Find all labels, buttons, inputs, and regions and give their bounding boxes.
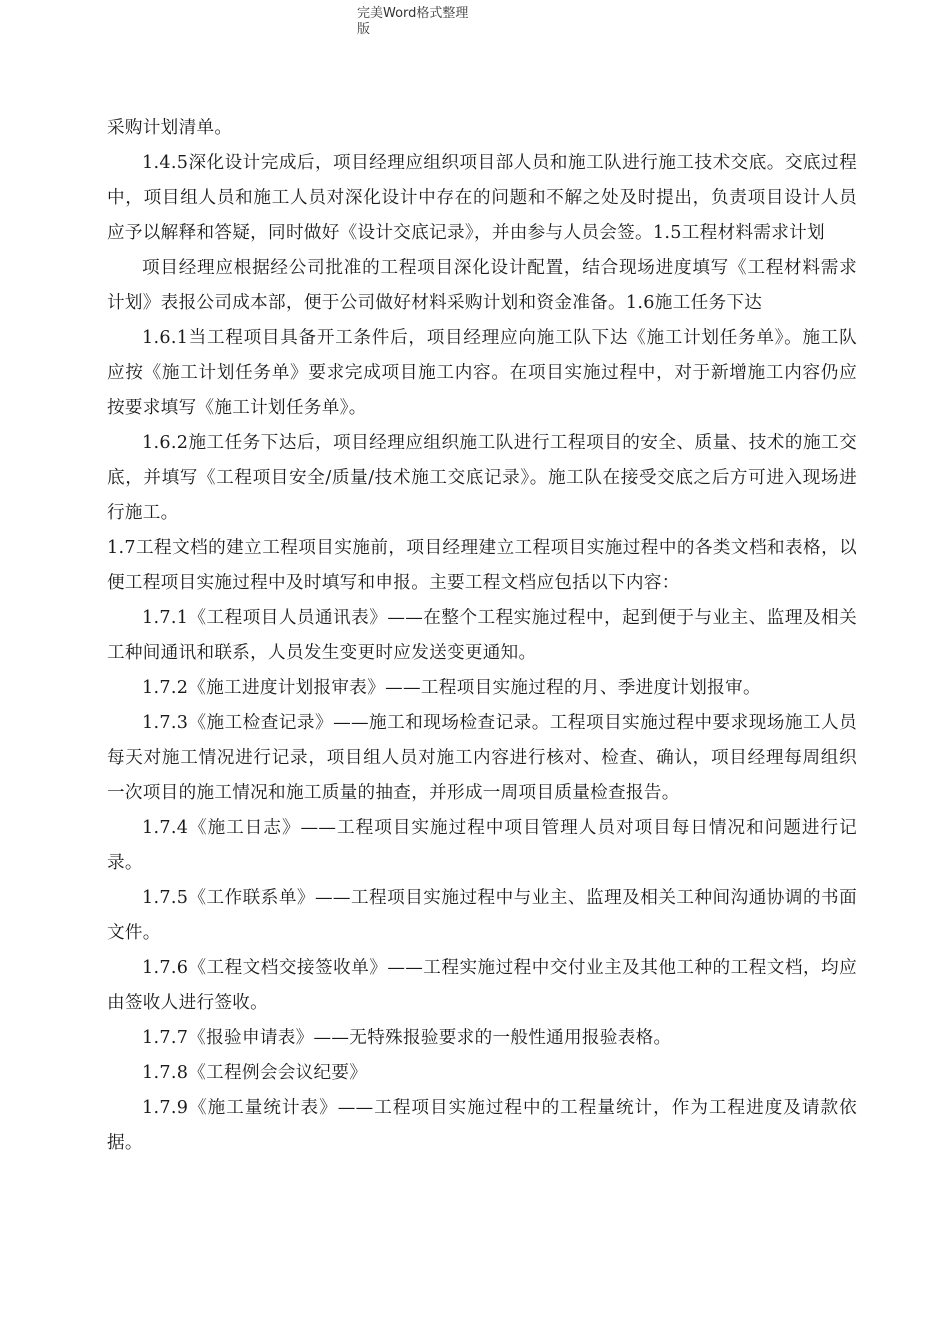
paragraph-2: 项目经理应根据经公司批准的工程项目深化设计配置，结合现场进度填写《工程材料需求计划》表报公司成本部，便于公司做好材料采购计划和资金准备。1.6施工任务下达 <box>107 258 857 313</box>
paragraph-3: 1.6.1当工程项目具备开工条件后，项目经理应向施工队下达《施工计划任务单》。施工队应按《施工计划任务单》要求完成项目施工内容。在项目实施过程中，对于新增施工内容仍应按要求填写《施工计划任务单》。 <box>107 328 857 418</box>
paragraph-4: 1.6.2施工任务下达后，项目经理应组织施工队进行工程项目的安全、质量、技术的施工交底，并填写《工程项目安全/质量/技术施工交底记录》。施工队在接受交底之后方可进入现场进行施工。 <box>107 433 857 523</box>
paragraph-0: 采购计划清单。 <box>107 118 233 138</box>
paragraph-7: 1.7.2《施工进度计划报审表》——工程项目实施过程的月、季进度计划报审。 <box>142 678 761 698</box>
paragraph-11: 1.7.6《工程文档交接签收单》——工程实施过程中交付业主及其他工种的工程文档，均应由签收人进行签收。 <box>107 958 857 1013</box>
paragraph-14: 1.7.9《施工量统计表》——工程项目实施过程中的工程量统计，作为工程进度及请款依据。 <box>107 1098 857 1153</box>
paragraph-1: 1.4.5深化设计完成后，项目经理应组织项目部人员和施工队进行施工技术交底。交底过程中，项目组人员和施工人员对深化设计中存在的问题和不解之处及时提出，负责项目设计人员应予以解释和答疑，同时做好《设计交底记录》，并由参与人员会签。1.5工程材料需求计划 <box>107 153 857 243</box>
paragraph-10: 1.7.5《工作联系单》——工程项目实施过程中与业主、监理及相关工种间沟通协调的书面文件。 <box>107 888 857 943</box>
document-body <box>107 111 857 1161</box>
header-line-2: 版 <box>357 22 371 37</box>
paragraph-8: 1.7.3《施工检查记录》——施工和现场检查记录。工程项目实施过程中要求现场施工人员每天对施工情况进行记录，项目组人员对施工内容进行核对、检查、确认，项目经理每周组织一次项目的施工情况和施工质量的抽查，并形成一周项目质量检查报告。 <box>107 713 857 803</box>
header-line-1: 完美Word格式整理 <box>357 6 469 21</box>
page-header <box>357 6 517 38</box>
paragraph-12: 1.7.7《报验申请表》——无特殊报验要求的一般性通用报验表格。 <box>142 1028 672 1048</box>
paragraph-9: 1.7.4《施工日志》——工程项目实施过程中项目管理人员对项目每日情况和问题进行记录。 <box>107 818 857 873</box>
paragraph-13: 1.7.8《工程例会会议纪要》 <box>142 1063 368 1083</box>
paragraph-5: 1.7工程文档的建立工程项目实施前，项目经理建立工程项目实施过程中的各类文档和表格，以便工程项目实施过程中及时填写和申报。主要工程文档应包括以下内容： <box>107 538 857 593</box>
paragraph-6: 1.7.1《工程项目人员通讯表》——在整个工程实施过程中，起到便于与业主、监理及相关工种间通讯和联系，人员发生变更时应发送变更通知。 <box>107 608 857 663</box>
